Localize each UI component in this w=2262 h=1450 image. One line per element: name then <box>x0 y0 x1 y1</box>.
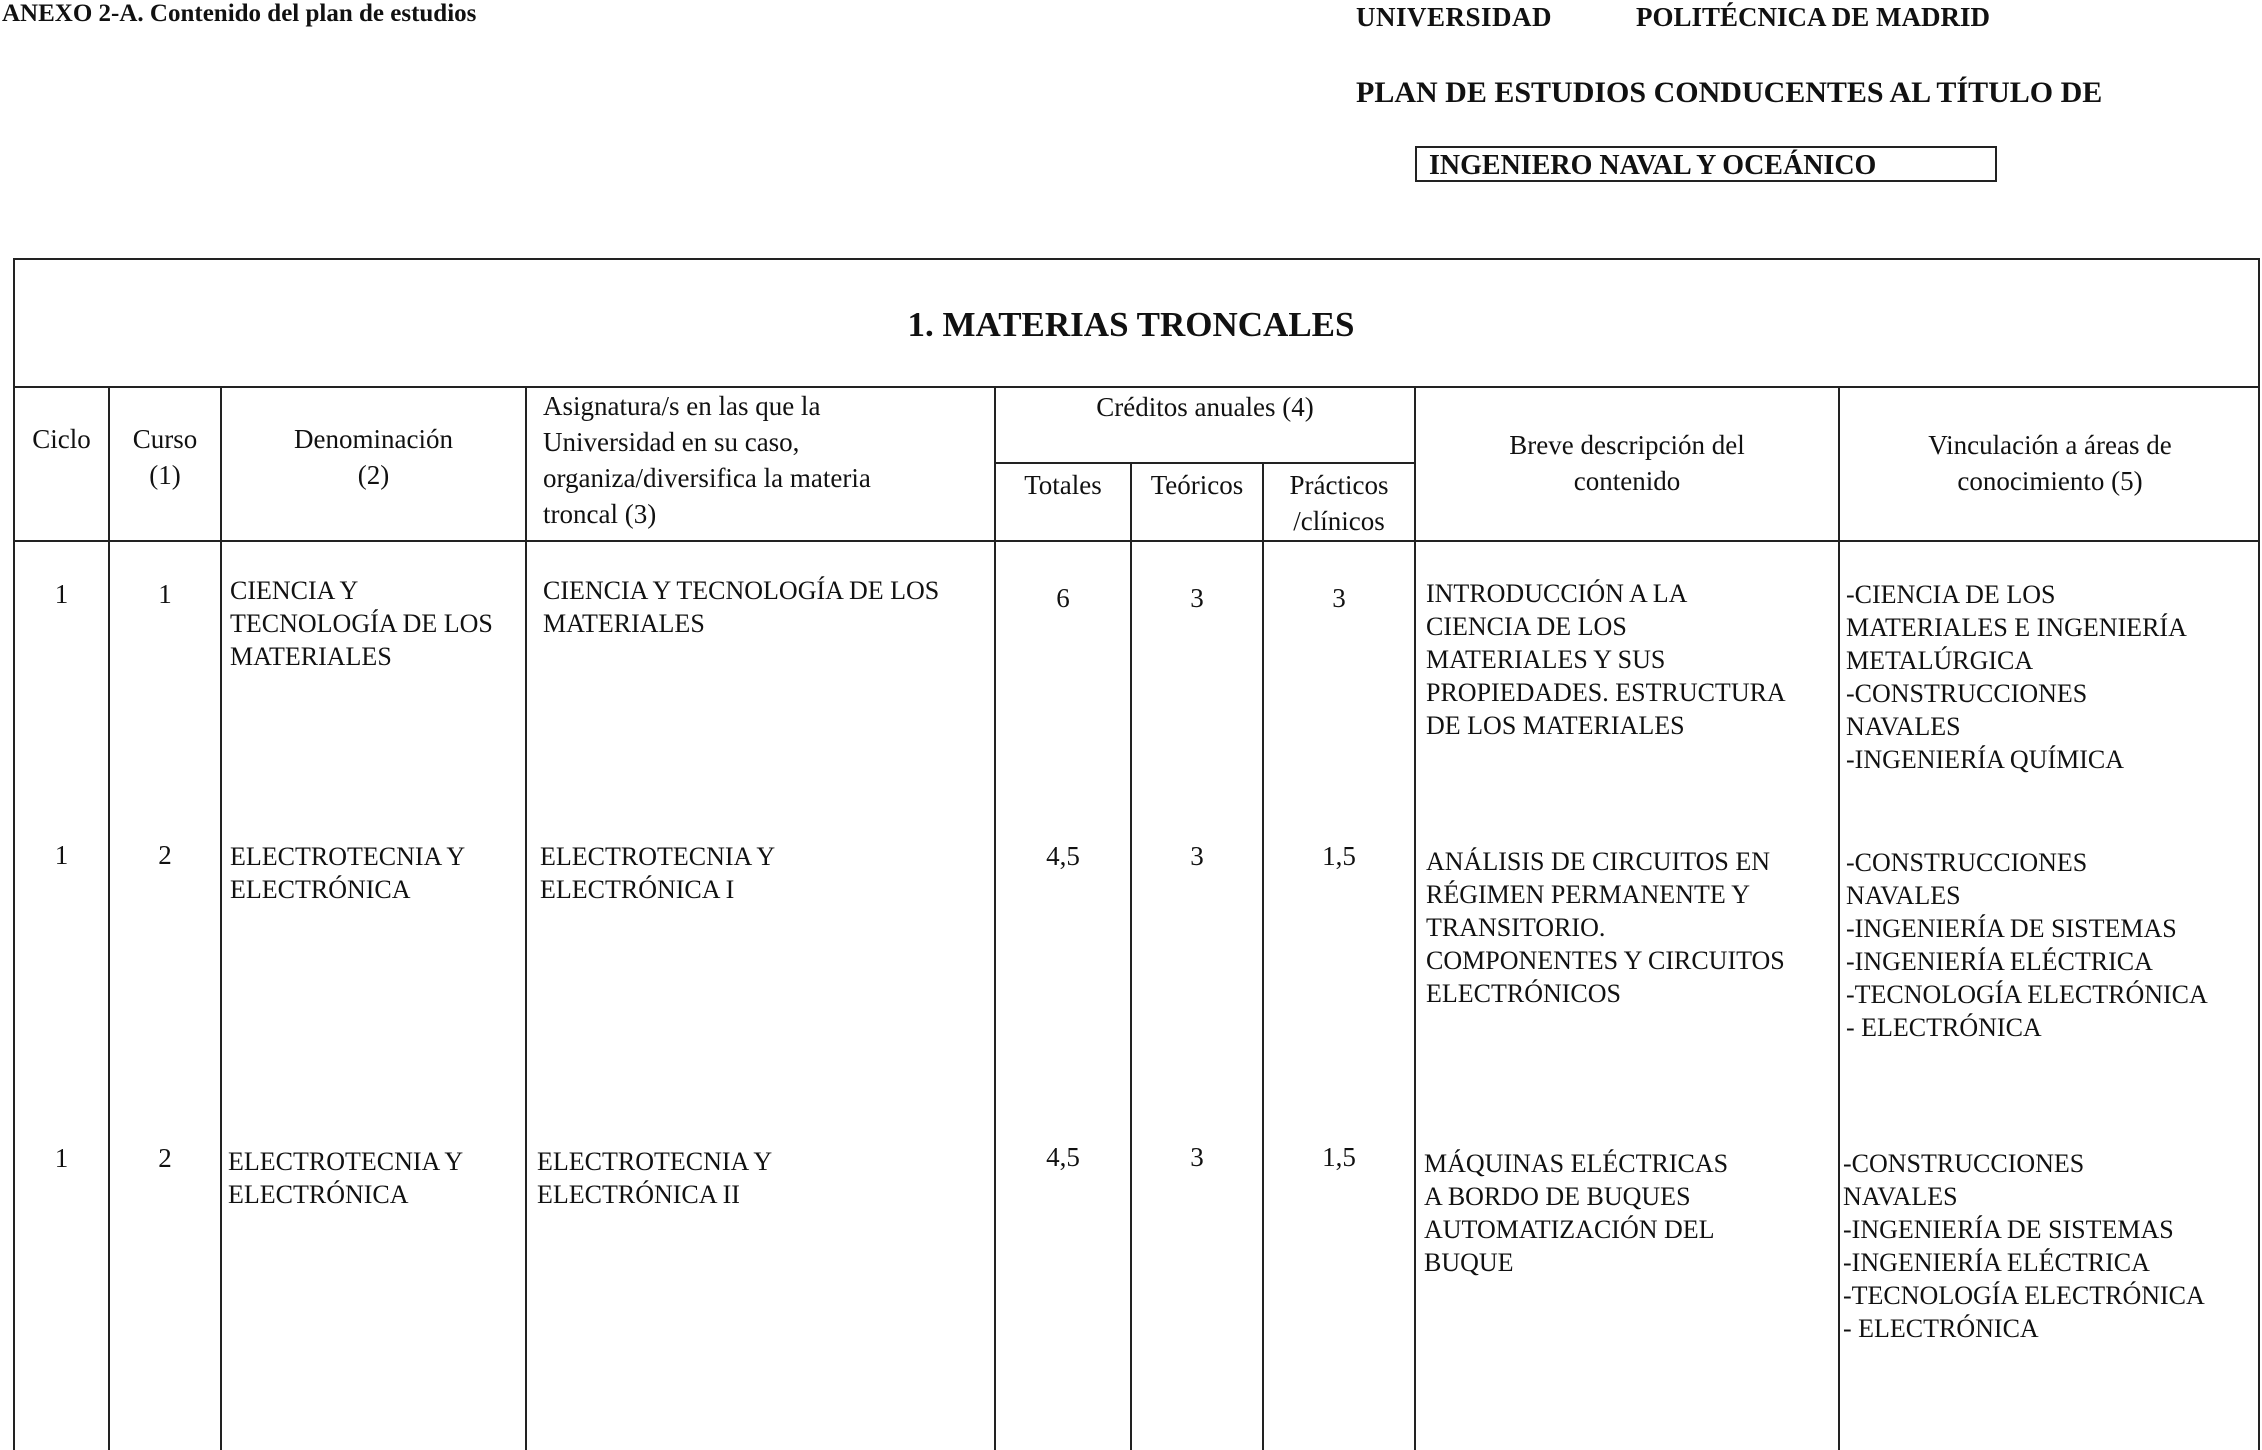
cell-totales: 4,5 <box>1046 841 1080 871</box>
cell-vinculacion: -CONSTRUCCIONES NAVALES -INGENIERÍA DE SISTEMAS -INGENIERÍA ELÉCTRICA -TECNOLOGÍA ELECTRÓNICA - ELECTRÓNICA <box>1846 848 2208 1042</box>
cell-asignatura: ELECTROTECNIA Y ELECTRÓNICA I <box>540 842 776 904</box>
cell-denominacion: ELECTROTECNIA Y ELECTRÓNICA <box>228 1147 464 1209</box>
col-header-denominacion: Denominación (2) <box>294 424 453 490</box>
col-divider <box>108 386 110 1450</box>
annex-title: ANEXO 2-A. Contenido del plan de estudios <box>2 0 477 27</box>
credits-subheader-rule <box>994 462 1414 464</box>
col-header-teoricos: Teóricos <box>1150 470 1244 500</box>
col-header-descripcion: Breve descripción del contenido <box>1509 430 1745 496</box>
cell-vinculacion: -CIENCIA DE LOS MATERIALES E INGENIERÍA METALÚRGICA -CONSTRUCCIONES NAVALES -INGENIERÍA QUÍMICA <box>1846 580 2187 774</box>
cell-curso: 2 <box>158 1143 172 1173</box>
cell-asignatura: CIENCIA Y TECNOLOGÍA DE LOS MATERIALES <box>543 576 940 638</box>
cell-descripcion: ANÁLISIS DE CIRCUITOS EN RÉGIMEN PERMANENTE Y TRANSITORIO. COMPONENTES Y CIRCUITOS ELECTRÓNICOS <box>1426 847 1785 1008</box>
degree-title: INGENIERO NAVAL Y OCEÁNICO <box>1429 150 1877 181</box>
cell-vinculacion: -CONSTRUCCIONES NAVALES -INGENIERÍA DE SISTEMAS -INGENIERÍA ELÉCTRICA -TECNOLOGÍA ELECTRÓNICA - ELECTRÓNICA <box>1843 1149 2205 1343</box>
cell-ciclo: 1 <box>54 1143 69 1173</box>
university-label: UNIVERSIDAD <box>1356 2 1553 32</box>
col-header-vinculacion: Vinculación a áreas de conocimiento (5) <box>1928 430 2172 496</box>
cell-ciclo: 1 <box>54 579 69 609</box>
col-divider <box>994 386 996 1450</box>
university-name: POLITÉCNICA DE MADRID <box>1636 2 1991 32</box>
cell-curso: 2 <box>158 840 172 870</box>
col-header-curso: Curso (1) <box>132 424 198 490</box>
cell-teoricos: 3 <box>1190 1142 1204 1172</box>
degree-box <box>1415 146 1997 182</box>
col-header-practicos: Prácticos /clínicos <box>1289 470 1389 536</box>
col-divider <box>220 386 222 1450</box>
col-divider <box>1414 386 1416 1450</box>
cell-practicos: 3 <box>1332 583 1346 613</box>
cell-practicos: 1,5 <box>1322 1142 1356 1172</box>
cell-denominacion: CIENCIA Y TECNOLOGÍA DE LOS MATERIALES <box>230 576 493 671</box>
cell-practicos: 1,5 <box>1322 841 1356 871</box>
cell-totales: 6 <box>1056 583 1070 613</box>
cell-descripcion: INTRODUCCIÓN A LA CIENCIA DE LOS MATERIALES Y SUS PROPIEDADES. ESTRUCTURA DE LOS MATERIALES <box>1426 579 1786 740</box>
cell-curso: 1 <box>158 579 172 609</box>
cell-teoricos: 3 <box>1190 583 1204 613</box>
col-divider <box>1838 386 1840 1450</box>
cell-totales: 4,5 <box>1046 1142 1080 1172</box>
cell-ciclo: 1 <box>54 840 69 870</box>
col-header-ciclo: Ciclo <box>32 424 91 454</box>
header-bottom-rule <box>13 540 2260 542</box>
cell-denominacion: ELECTROTECNIA Y ELECTRÓNICA <box>230 842 466 904</box>
plan-title: PLAN DE ESTUDIOS CONDUCENTES AL TÍTULO DE <box>1356 76 2103 109</box>
cell-asignatura: ELECTROTECNIA Y ELECTRÓNICA II <box>537 1147 773 1209</box>
col-header-totales: Totales <box>1024 470 1102 500</box>
cell-teoricos: 3 <box>1190 841 1204 871</box>
col-header-creditos: Créditos anuales (4) <box>1096 392 1314 422</box>
section-title: 1. MATERIAS TRONCALES <box>907 305 1355 344</box>
header-top-rule <box>13 386 2260 388</box>
col-header-asignatura: Asignatura/s en las que la Universidad en su caso, organiza/diversifica la materia troncal (3) <box>543 391 871 529</box>
cell-descripcion: MÁQUINAS ELÉCTRICAS A BORDO DE BUQUES AUTOMATIZACIÓN DEL BUQUE <box>1424 1149 1729 1277</box>
col-divider <box>525 386 527 1450</box>
